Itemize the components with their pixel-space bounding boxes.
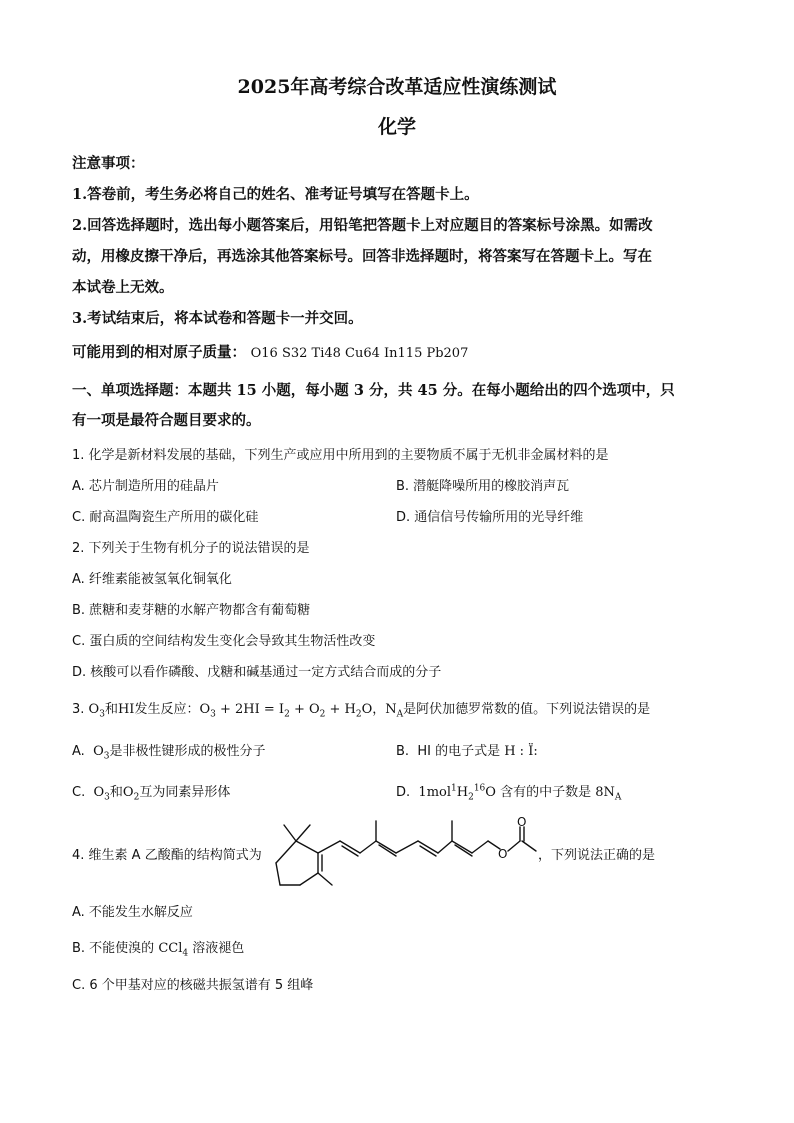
q1-option-b: B. 潜艇降噪所用的橡胶消声瓦 [396,479,570,494]
q2-stem: 2. 下列关于生物有机分子的说法错误的是 [72,541,310,556]
atomic-mass-label: 可能用到的相对原子质量： [72,344,246,361]
q2-option-c: C. 蛋白质的空间结构发生变化会导致其生物活性改变 [72,634,376,649]
q3-stem: 3. $O_3$和HI发生反应：$O_3 + 2HI = I_2 + O_2 + H_2O$，$N_A$是阿伏加德罗常数的值。下列说法错误的是 [72,702,651,720]
q1-option-c: C. 耐高温陶瓷生产所用的碳化硅 [72,510,259,525]
vitamin-a-acetate-structure [272,815,538,889]
subject-title: 化学 [377,116,416,138]
q1-option-d: D. 通信信号传输所用的光导纤维 [396,510,584,525]
section-1-line-2: 有一项是最符合题目要求的。 [72,412,261,429]
q4-option-c: C. 6 个甲基对应的核磁共振氢谱有 5 组峰 [72,978,314,993]
q2-option-b: B. 蔗糖和麦芽糖的水解产物都含有葡萄糖 [72,603,311,618]
q2-option-a: A. 纤维素能被氢氧化铜氧化 [72,572,232,587]
q2-option-d: D. 核酸可以看作磷酸、戊糖和碱基通过一定方式结合而成的分子 [72,665,442,680]
q3-option-d: D. $1mol^1H_2^{16}O$ 含有的中子数是 $8N_A$ [396,783,622,803]
q4-option-a: A. 不能发生水解反应 [72,905,193,920]
q4-stem-start: 4. 维生素 A 乙酸酯的结构简式为 [72,848,262,863]
notice-item-2-line-2: 动，用橡皮擦干净后，再选涂其他答案标号。回答非选择题时，将答案写在答题卡上。写在 [72,248,652,265]
q1-option-a: A. 芯片制造所用的硅晶片 [72,479,219,494]
atomic-mass-line [72,341,468,362]
q4-option-b: B. 不能使溴的 CCl$_4$ 溶液褪色 [72,941,245,959]
q3-option-b: B. HI 的电子式是 H : Ï: [396,744,538,759]
molecule-bonds [276,821,536,885]
atomic-mass-values: O16 S32 Ti48 Cu64 In115 Pb207 [250,346,469,361]
notice-item-3: 3.考试结束后，将本试卷和答题卡一并交回。 [72,310,363,327]
q1-stem: 1. 化学是新材料发展的基础，下列生产或应用中所用到的主要物质不属于无机非金属材料的是 [72,448,609,463]
q3-option-c: C. $O_3$和$O_2$互为同素异形体 [72,785,231,803]
ester-oxygen-label: O [498,847,508,861]
q3-option-a: A. $O_3$是非极性键形成的极性分子 [72,744,266,762]
notice-item-1: 1.答卷前，考生务必将自己的姓名、准考证号填写在答题卡上。 [72,186,479,203]
carbonyl-oxygen-label: O [517,815,527,829]
notice-item-2-line-3: 本试卷上无效。 [72,279,174,296]
section-1-line-1: 一、单项选择题：本题共 15 小题，每小题 3 分，共 45 分。在每小题给出的四个选项中，只 [72,382,675,399]
notice-item-2-line-1: 2.回答选择题时，选出每小题答案后，用铅笔把答题卡上对应题目的答案标号涂黑。如需改 [72,217,653,234]
q4-stem-end: ，下列说法正确的是 [538,848,656,863]
notice-heading: 注意事项： [72,155,145,172]
exam-title: 2025年高考综合改革适应性演练测试 [237,76,557,98]
